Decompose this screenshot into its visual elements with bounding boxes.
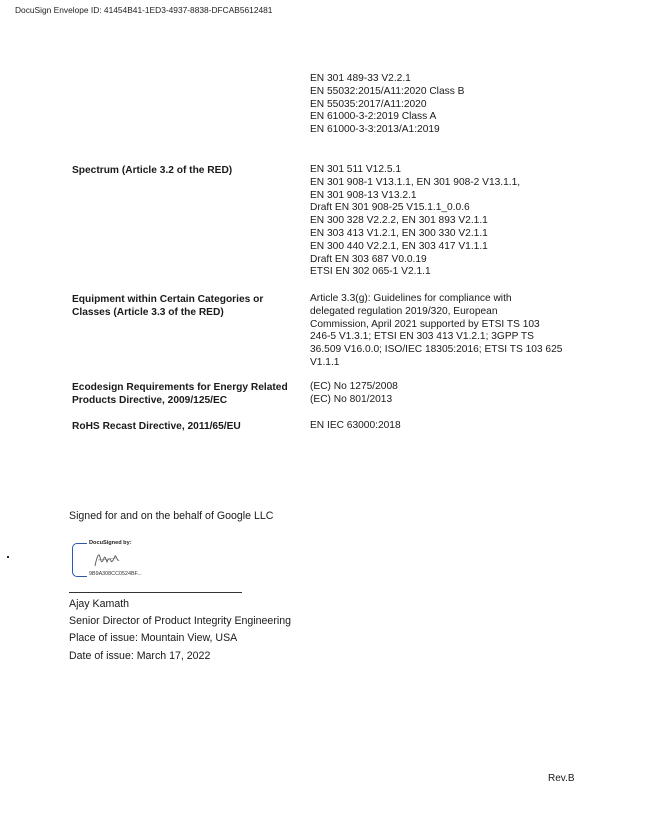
- ecodesign-standards: [310, 381, 585, 407]
- spectrum-label: [72, 164, 297, 177]
- standard-line: ETSI EN 302 065-1 V2.1.1: [310, 266, 431, 278]
- standard-line: EN 55032:2015/A11:2020 Class B: [310, 85, 465, 97]
- label-line: Products Directive, 2009/125/EC: [72, 395, 228, 406]
- top-standards-list: [310, 73, 585, 137]
- standard-line: EN 303 413 V1.2.1, EN 300 330 V2.1.1: [310, 227, 488, 239]
- standard-line: delegated regulation 2019/320, European: [310, 305, 498, 317]
- standard-line: Draft EN 301 908-25 V15.1.1_0.0.6: [310, 202, 470, 214]
- envelope-id: DocuSign Envelope ID: 41454B41-1ED3-4937-8838-DFCAB5612481: [15, 5, 273, 15]
- standard-line: (EC) No 801/2013: [310, 393, 393, 405]
- ecodesign-label: [72, 381, 297, 407]
- standard-line: EN 300 328 V2.2.2, EN 301 893 V2.1.1: [310, 215, 488, 227]
- standard-line: EN 61000-3-3:2013/A1:2019: [310, 124, 440, 136]
- standard-line: EN 301 908-13 V13.2.1: [310, 189, 417, 201]
- standard-line: (EC) No 1275/2008: [310, 381, 398, 392]
- label-line: Classes (Article 3.3 of the RED): [72, 307, 224, 318]
- standard-line: EN 300 440 V2.2.1, EN 303 417 V1.1.1: [310, 240, 488, 252]
- label-line: RoHS Recast Directive, 2011/65/EU: [72, 421, 241, 432]
- signature-line: [69, 592, 242, 593]
- label-line: Equipment within Certain Categories or: [72, 294, 264, 305]
- standard-line: EN 55035:2017/A11:2020: [310, 98, 427, 110]
- signature-bracket: [72, 543, 87, 577]
- spectrum-standards: [310, 164, 585, 279]
- standard-line: Draft EN 303 687 V0.0.19: [310, 253, 427, 265]
- date-of-issue: Date of issue: March 17, 2022: [69, 650, 211, 662]
- signer-title: Senior Director of Product Integrity Engineering: [69, 615, 291, 627]
- label-line: Ecodesign Requirements for Energy Related: [72, 382, 288, 393]
- docusigned-by-label: DocuSigned by:: [89, 540, 132, 546]
- equipment-categories-label: [72, 293, 297, 319]
- docusign-id: 9B9A308CC0524BF...: [89, 571, 142, 577]
- place-of-issue: Place of issue: Mountain View, USA: [69, 632, 238, 644]
- handwritten-signature-icon: [92, 548, 122, 570]
- equipment-categories-standards: [310, 293, 585, 370]
- standard-line: 246-5 V1.3.1; ETSI EN 303 413 V1.2.1; 3GPP TS: [310, 331, 534, 343]
- standard-line: EN 301 908-1 V13.1.1, EN 301 908-2 V13.1.1,: [310, 176, 521, 188]
- rohs-standards: [310, 420, 585, 433]
- margin-mark: [7, 556, 9, 558]
- label-line: Spectrum (Article 3.2 of the RED): [72, 165, 233, 176]
- revision-label: Rev.B: [548, 773, 575, 784]
- standard-line: Article 3.3(g): Guidelines for compliance with: [310, 293, 512, 304]
- standard-line: EN 61000-3-2:2019 Class A: [310, 111, 437, 123]
- standard-line: V1.1.1: [310, 356, 340, 368]
- signer-name: Ajay Kamath: [69, 598, 130, 610]
- standard-line: EN 301 511 V12.5.1: [310, 164, 402, 175]
- standard-line: EN 301 489-33 V2.2.1: [310, 73, 411, 84]
- rohs-label: [72, 420, 297, 433]
- signed-for-statement: Signed for and on the behalf of Google LLC: [69, 510, 274, 522]
- standard-line: 36.509 V16.0.0; ISO/IEC 18305:2016; ETSI TS 103 625: [310, 344, 563, 356]
- standard-line: EN IEC 63000:2018: [310, 420, 401, 431]
- docusign-signature-stamp: [72, 540, 162, 578]
- standard-line: Commission, April 2021 supported by ETSI TS 103: [310, 318, 540, 330]
